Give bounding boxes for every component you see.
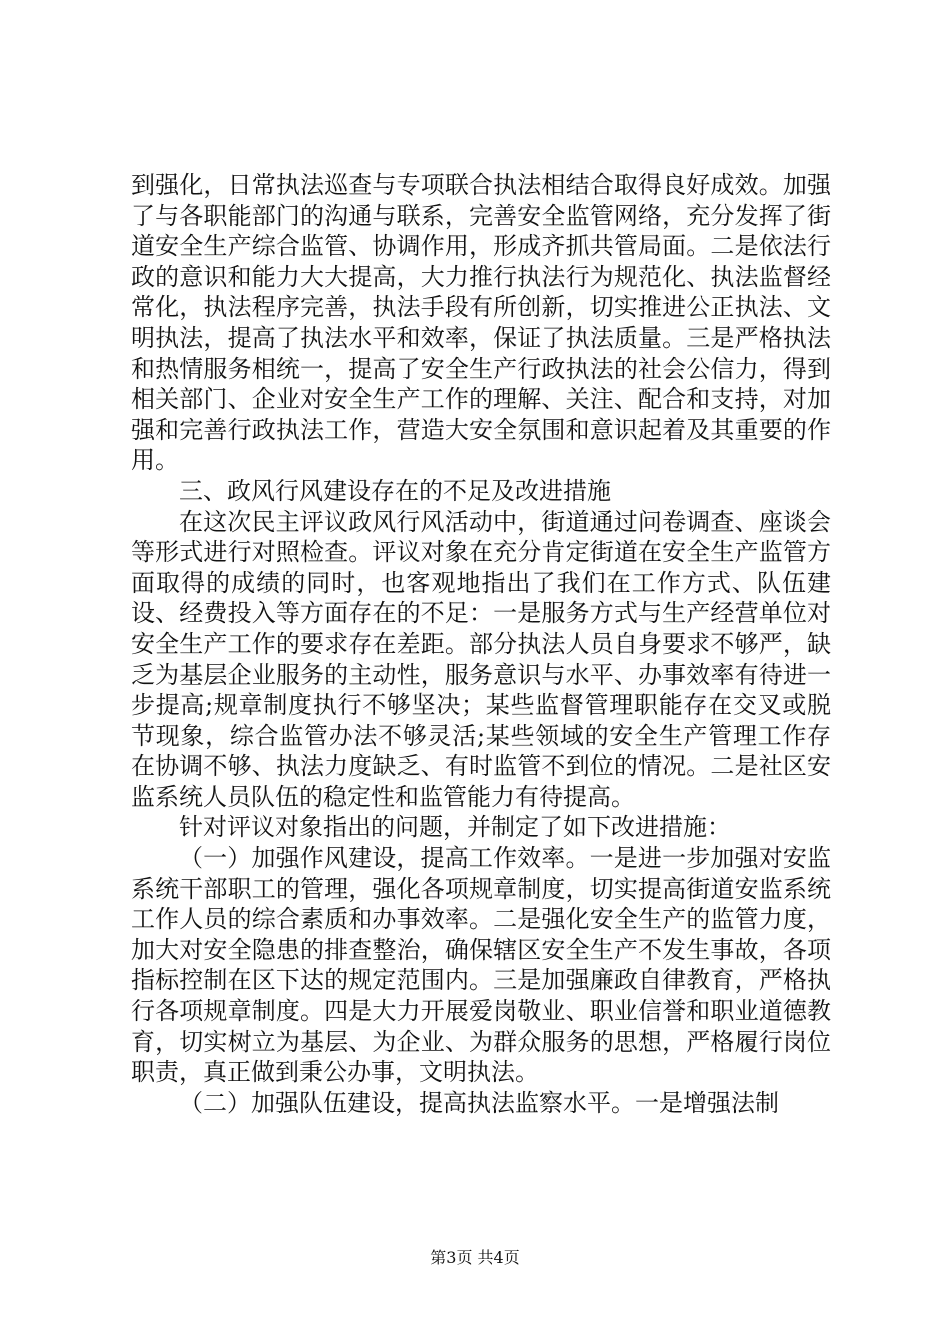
paragraph-continuation: 到强化，日常执法巡查与专项联合执法相结合取得良好成效。加强了与各职能部门的沟通与联系，完善安全监管网络，充分发挥了街道安全生产综合监管、协调作用，形成齐抓共管局面。二是依法行政的意识和能力大大提高，大力推行执法行为规范化、执法监督经常化，执法程序完善，执法手段有所创新，切实推进公正执法、文明执法，提高了执法水平和效率，保证了执法质量。三是严格执法和热情服务相统一，提高了安全生产行政执法的社会公信力，得到相关部门、企业对安全生产工作的理解、关注、配合和支持，对加强和完善行政执法工作，营造大安全氛围和意识起着及其重要的作用。 [131, 171, 831, 475]
paragraph-measure-2: （二）加强队伍建设，提高执法监察水平。一是增强法制 [179, 1088, 779, 1117]
paragraph-review: 在这次民主评议政风行风活动中，街道通过问卷调查、座谈会等形式进行对照检查。评议对象在充分肯定街道在安全生产监管方面取得的成绩的同时，也客观地指出了我们在工作方式、队伍建设、经费投入等方面存在的不足：一是服务方式与生产经营单位对安全生产工作的要求存在差距。部分执法人员自身要求不够严，缺乏为基层企业服务的主动性，服务意识与水平、办事效率有待进一步提高;规章制度执行不够坚决；某些监督管理职能存在交叉或脱节现象，综合监管办法不够灵活;某些领域的安全生产管理工作存在协调不够、执法力度缺乏、有时监管不到位的情况。二是社区安监系统人员队伍的稳定性和监管能力有待提高。 [131, 507, 831, 811]
page-number: 第3页 共4页 [430, 1248, 520, 1267]
paragraph-measure-1: （一）加强作风建设，提高工作效率。一是进一步加强对安监系统干部职工的管理，强化各项规章制度，切实提高街道安监系统工作人员的综合素质和办事效率。二是强化安全生产的监管力度，加大对安全隐患的排查整治，确保辖区安全生产不发生事故，各项指标控制在区下达的规定范围内。三是加强廉政自律教育，严格执行各项规章制度。四是大力开展爱岗敬业、职业信誉和职业道德教育，切实树立为基层、为企业、为群众服务的思想，严格履行岗位职责，真正做到秉公办事，文明执法。 [131, 844, 831, 1087]
paragraph-measures-intro: 针对评议对象指出的问题，并制定了如下改进措施： [179, 813, 731, 842]
document-body [131, 170, 831, 1118]
section-heading: 三、政风行风建设存在的不足及改进措施 [179, 476, 611, 505]
